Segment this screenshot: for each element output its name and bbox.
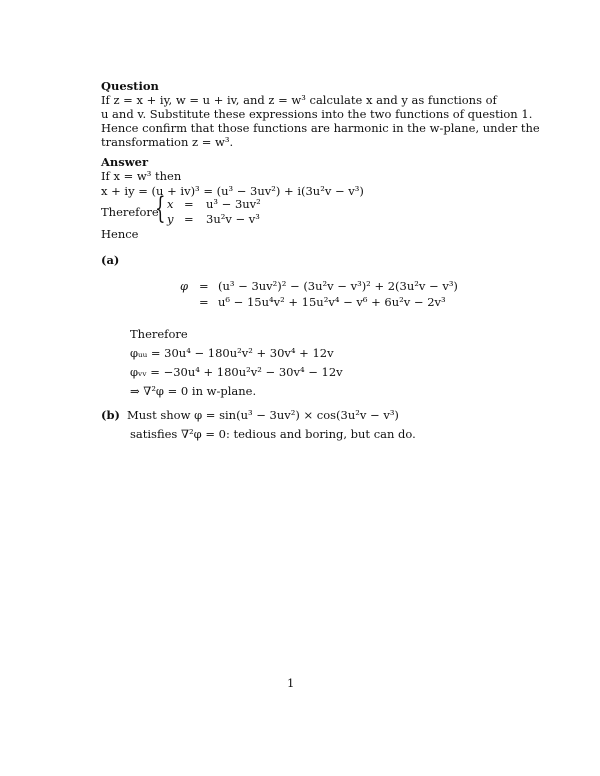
- system-row-1-lhs: x: [167, 197, 174, 211]
- system-row-1-eq: =: [184, 197, 194, 211]
- question-line-1: If z = x + iy, w = u + iv, and z = w³ calculate x and y as functions of: [101, 93, 497, 107]
- part-b-line-2: satisfies ∇²φ = 0: tedious and boring, but can do.: [130, 427, 416, 441]
- phi-uu: φᵤᵤ = 30u⁴ − 180u²v² + 30v⁴ + 12v: [130, 346, 334, 360]
- system-row-2-eq: =: [184, 212, 194, 226]
- page-number: 1: [287, 676, 295, 690]
- question-line-4: transformation z = w³.: [101, 135, 234, 149]
- therefore-label: Therefore: [101, 205, 159, 219]
- question-line-2: u and v. Substitute these expressions into the two functions of question 1.: [101, 107, 533, 121]
- system-row-2-lhs: y: [167, 212, 174, 226]
- eq-1-sign: =: [199, 279, 209, 293]
- question-heading: Question: [101, 79, 159, 93]
- system-row-2-rhs: 3u²v − v³: [206, 212, 260, 226]
- eq-1-rhs: (u³ − 3uv²)² − (3u²v − v³)² + 2(3u²v − v³): [218, 279, 458, 293]
- eq-2-rhs: u⁶ − 15u⁴v² + 15u²v⁴ − v⁶ + 6u²v − 2v³: [218, 295, 446, 309]
- left-brace: {: [155, 191, 166, 226]
- hence-label: Hence: [101, 227, 139, 241]
- answer-heading: Answer: [101, 155, 149, 169]
- eq-1-lhs: φ: [180, 279, 189, 293]
- part-b-line-1: Must show φ = sin(u³ − 3uv²) × cos(3u²v − v³): [127, 408, 399, 422]
- answer-line-1: If x = w³ then: [101, 169, 182, 183]
- system-row-1-rhs: u³ − 3uv²: [206, 197, 261, 211]
- answer-line-2: x + iy = (u + iv)³ = (u³ − 3uv²) + i(3u²v − v³): [101, 184, 364, 198]
- part-b-label: (b): [101, 408, 120, 422]
- eq-2-sign: =: [199, 295, 209, 309]
- part-a-label: (a): [101, 253, 120, 267]
- phi-vv: φᵥᵥ = −30u⁴ + 180u²v² − 30v⁴ − 12v: [130, 365, 343, 379]
- conclusion: ⇒ ∇²φ = 0 in w-plane.: [130, 384, 257, 398]
- therefore-a: Therefore: [130, 327, 188, 341]
- question-line-3: Hence confirm that those functions are harmonic in the w-plane, under the: [101, 121, 540, 135]
